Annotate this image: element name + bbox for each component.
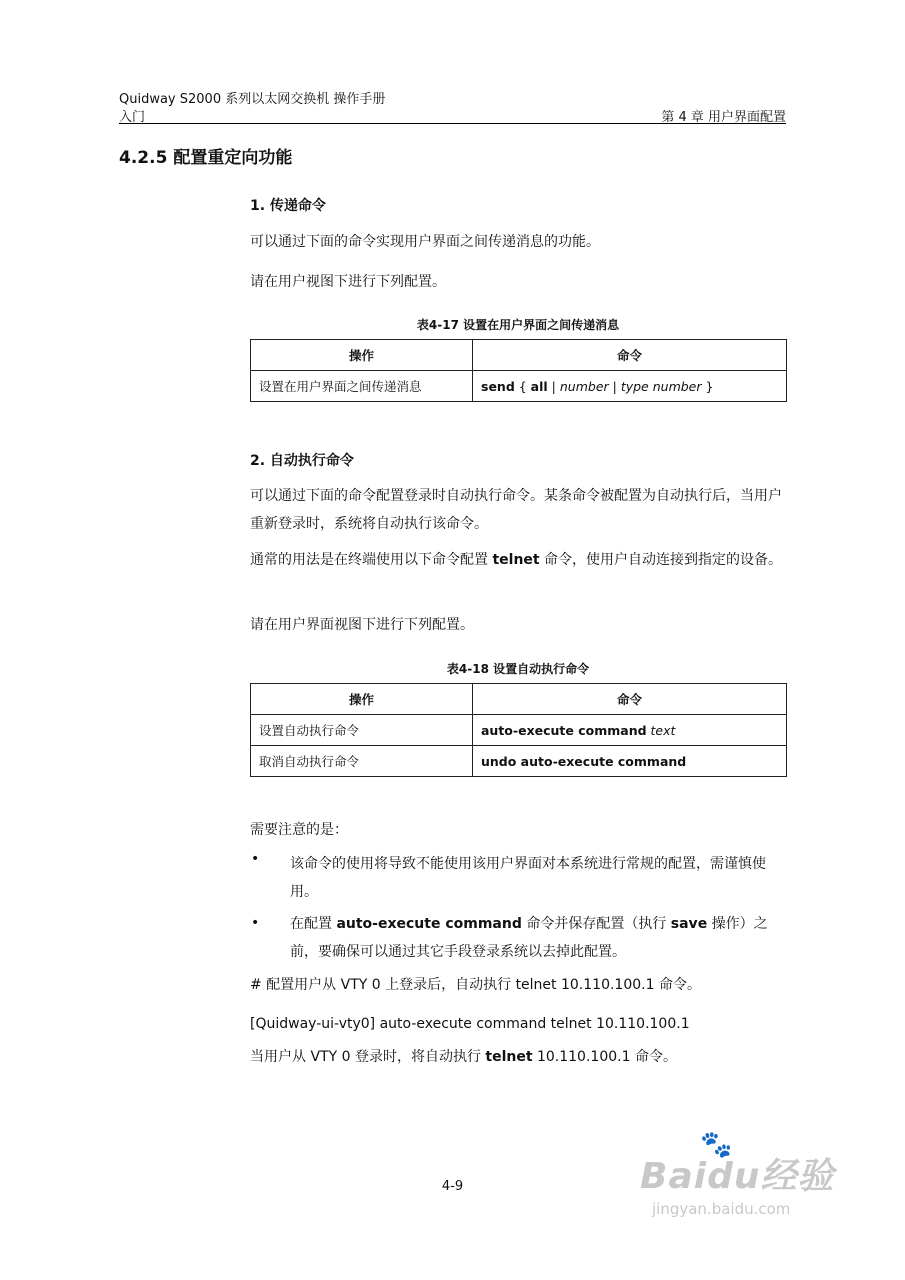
bullet-item [290,910,786,966]
cmd-keyword: all [530,378,548,394]
paragraph: 请在用户界面视图下进行下列配置。 [250,617,474,633]
example-result [250,1043,810,1071]
cmd-argument: type number [620,378,702,394]
doc-title: Quidway S2000 系列以太网交换机 操作手册 [119,92,386,107]
text-run: 通常的用法是在终端使用以下命令配置 [250,552,493,568]
table-auto-execute [250,683,787,777]
example-comment: # 配置用户从 VTY 0 上登录后，自动执行 telnet 10.110.100.1 命令。 [250,977,701,993]
text-run: 操作）之前，要确保可以通过其它手段登录系统以去掉此配置。 [290,916,768,960]
cmd-syntax: | [547,378,560,394]
table-cell-command [473,371,787,402]
subsection-title-1: 1. 传递命令 [250,198,326,214]
page-number: 4-9 [441,1179,464,1194]
header-rule [119,123,786,124]
cmd-keyword: undo auto-execute command [481,753,687,769]
paragraph: 请在用户视图下进行下列配置。 [250,274,446,290]
table-row [251,371,787,402]
cmd-argument: text [646,722,676,738]
table-row [251,746,787,777]
column-header: 命令 [473,684,787,715]
table-cell-operation: 设置在用户界面之间传递消息 [251,371,473,402]
bullet-item: 该命令的使用将导致不能使用该用户界面对本系统进行常规的配置，需谨慎使用。 [290,856,766,900]
watermark-url: jingyan.baidu.com [652,1200,791,1218]
table-row [251,715,787,746]
paw-icon: 🐾 [700,1130,733,1160]
bullet-icon: • [251,851,260,867]
cmd-keyword: auto-execute command [336,916,522,932]
table-cell-operation: 设置自动执行命令 [251,715,473,746]
text-run: 在配置 [290,916,337,932]
table-send-message [250,339,787,402]
table-cell-operation: 取消自动执行命令 [251,746,473,777]
paragraph [250,546,786,574]
notes-intro: 需要注意的是： [250,822,348,838]
section-title: 4.2.5 配置重定向功能 [119,148,293,168]
text-run: 10.110.100.1 命令。 [532,1049,677,1065]
column-header: 操作 [251,684,473,715]
cmd-keyword: telnet [492,552,540,568]
column-header: 操作 [251,340,473,371]
text-run: 当用户从 VTY 0 登录时，将自动执行 [250,1049,486,1065]
table-cell-command [473,746,787,777]
watermark-logo: Baidu经验 [640,1156,835,1197]
table-header-row [251,684,787,715]
part-label: 入门 [119,110,146,125]
cmd-keyword: auto-execute command [481,722,647,738]
cmd-keyword: send [481,378,515,394]
cmd-syntax: } [701,378,714,394]
paragraph: 可以通过下面的命令配置登录时自动执行命令。某条命令被配置为自动执行后，当用户重新登录时，系统将自动执行该命令。 [250,488,782,532]
paragraph: 可以通过下面的命令实现用户界面之间传递消息的功能。 [250,234,600,250]
bullet-icon: • [251,915,260,931]
chapter-label: 第 4 章 用户界面配置 [661,110,786,125]
table-caption: 表4-17 设置在用户界面之间传递消息 [416,318,620,332]
example-command: [Quidway-ui-vty0] auto-execute command telnet 10.110.100.1 [250,1016,690,1032]
text-run: 命令并保存配置（执行 [521,916,671,932]
cmd-keyword: save [670,916,708,932]
cmd-argument: number [559,378,609,394]
cmd-syntax: | [608,378,621,394]
table-cell-command [473,715,787,746]
cmd-keyword: telnet [485,1049,533,1065]
table-caption: 表4-18 设置自动执行命令 [446,662,590,676]
subsection-title-2: 2. 自动执行命令 [250,453,354,469]
table-header-row [251,340,787,371]
text-run: 命令，使用户自动连接到指定的设备。 [539,552,783,568]
column-header: 命令 [473,340,787,371]
cmd-syntax: { [514,378,531,394]
